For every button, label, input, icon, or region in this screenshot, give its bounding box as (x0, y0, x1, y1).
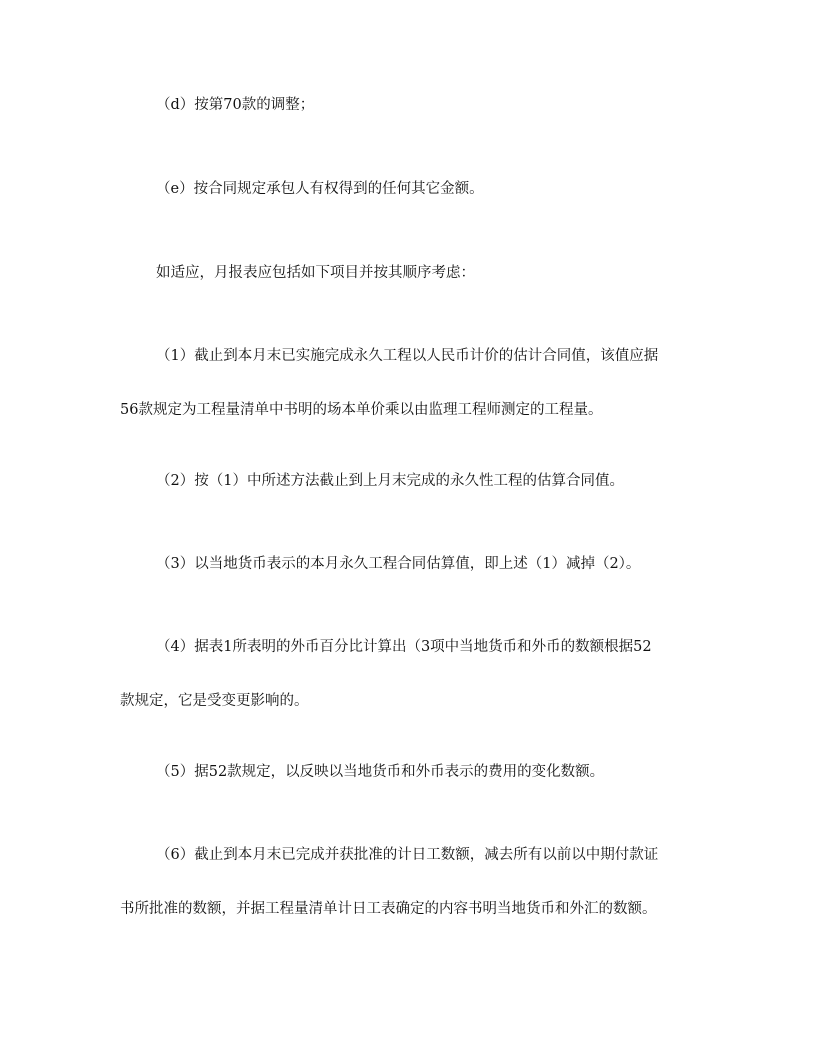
paragraph-item-3 (120, 537, 696, 591)
paragraph-line: 如适应，月报表应包括如下项目并按其顺序考虑： (156, 265, 475, 281)
paragraph-line: （6）截止到本月末已完成并获批准的计日工数额，减去所有以前以中期付款证 (156, 847, 659, 863)
paragraph-item-2 (120, 454, 696, 508)
paragraph-line: （d）按第70款的调整； (156, 97, 315, 113)
paragraph-line: （e）按合同规定承包人有权得到的任何其它金额。 (156, 181, 484, 197)
paragraph-item-e (120, 162, 696, 216)
paragraph-line: （4）据表1所表明的外币百分比计算出（3项中当地货币和外币的数额根据52 (156, 639, 652, 655)
paragraph-item-4 (120, 620, 696, 728)
paragraph-line: （1）截止到本月末已实施完成永久工程以人民币计价的估计合同值，该值应据 (156, 348, 659, 364)
paragraph-line: （2）按（1）中所述方法截止到上月末完成的永久性工程的估算合同值。 (156, 473, 624, 489)
paragraph-line: 书所批准的数额，并据工程量清单计日工表确定的内容书明当地货币和外汇的数额。 (120, 901, 657, 917)
paragraph-item-d (120, 78, 696, 132)
paragraph-item-1 (120, 329, 696, 437)
paragraph-intro (120, 246, 696, 300)
paragraph-line: 56款规定为工程量清单中书明的场本单价乘以由监理工程师测定的工程量。 (120, 402, 603, 418)
paragraph-line: （3）以当地货币表示的本月永久工程合同估算值，即上述（1）减掉（2）。 (156, 556, 641, 572)
paragraph-item-5 (120, 745, 696, 799)
paragraph-item-6 (120, 828, 696, 936)
paragraph-line: （5）据52款规定，以反映以当地货币和外币表示的费用的变化数额。 (156, 764, 605, 780)
paragraph-line: 款规定，它是受变更影响的。 (120, 693, 309, 709)
